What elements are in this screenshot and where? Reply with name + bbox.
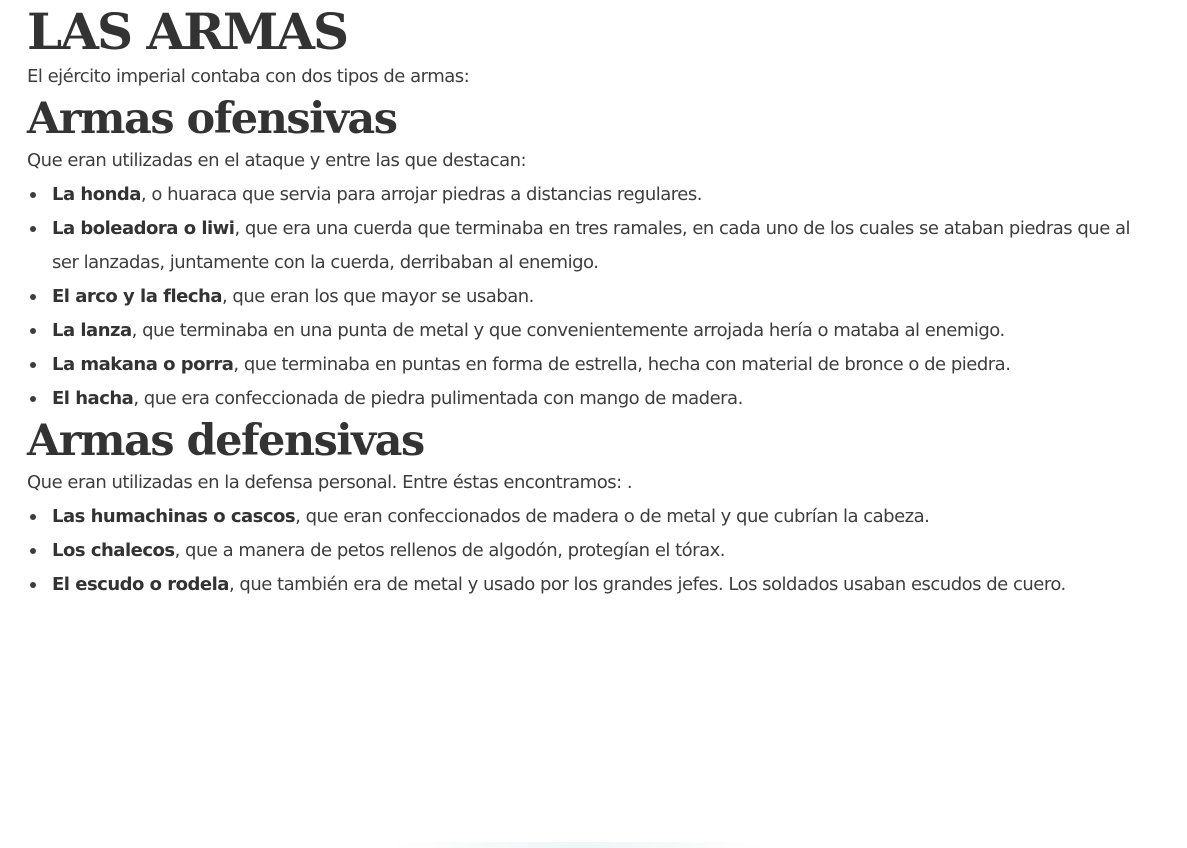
item-term: La boleadora o liwi bbox=[52, 218, 235, 239]
page-title: LAS ARMAS bbox=[27, 2, 348, 61]
list-item bbox=[27, 280, 1157, 314]
section-description-defensive: Que eran utilizadas en la defensa personal. Entre éstas encontramos: . bbox=[27, 472, 633, 493]
list-item bbox=[27, 178, 1157, 212]
list-item bbox=[27, 348, 1157, 382]
item-text: , que era una cuerda que terminaba en tres ramales, en cada uno de los cuales se ataban piedras que al ser lanzadas, juntamente con la cuerda, derribaban al enemigo. bbox=[52, 218, 1131, 273]
list-item bbox=[27, 212, 1157, 280]
item-term: La lanza bbox=[52, 320, 132, 341]
list-item bbox=[27, 568, 1157, 602]
intro-paragraph: El ejército imperial contaba con dos tipos de armas: bbox=[27, 66, 470, 87]
item-term: El hacha bbox=[52, 388, 134, 409]
item-text: , que también era de metal y usado por los grandes jefes. Los soldados usaban escudos de cuero. bbox=[228, 574, 1066, 595]
item-text: , que eran los que mayor se usaban. bbox=[221, 286, 534, 307]
item-text: , que a manera de petos rellenos de algodón, protegían el tórax. bbox=[174, 540, 725, 561]
list-item bbox=[27, 314, 1157, 348]
item-text: , o huaraca que servia para arrojar piedras a distancias regulares. bbox=[140, 184, 702, 205]
offensive-weapons-list bbox=[27, 178, 1157, 416]
item-text: , que terminaba en puntas en forma de estrella, hecha con material de bronce o de piedra. bbox=[233, 354, 1011, 375]
list-item bbox=[27, 500, 1157, 534]
item-text: , que eran confeccionados de madera o de metal y que cubrían la cabeza. bbox=[295, 506, 930, 527]
item-term: La honda bbox=[52, 184, 141, 205]
item-term: Los chalecos bbox=[52, 540, 175, 561]
section-description-offensive: Que eran utilizadas en el ataque y entre las que destacan: bbox=[27, 150, 527, 171]
item-term: El escudo o rodela bbox=[52, 574, 229, 595]
item-term: Las humachinas o cascos bbox=[52, 506, 296, 527]
defensive-weapons-list bbox=[27, 500, 1157, 602]
item-text: , que era confeccionada de piedra pulimentada con mango de madera. bbox=[133, 388, 743, 409]
item-term: El arco y la flecha bbox=[52, 286, 222, 307]
item-text: , que terminaba en una punta de metal y que convenientemente arrojada hería o mataba al enemigo. bbox=[131, 320, 1005, 341]
section-heading-offensive: Armas ofensivas bbox=[27, 94, 397, 144]
image-top-edge bbox=[390, 842, 770, 848]
item-term: La makana o porra bbox=[52, 354, 234, 375]
list-item bbox=[27, 534, 1157, 568]
section-heading-defensive: Armas defensivas bbox=[27, 416, 424, 466]
list-item bbox=[27, 382, 1157, 416]
